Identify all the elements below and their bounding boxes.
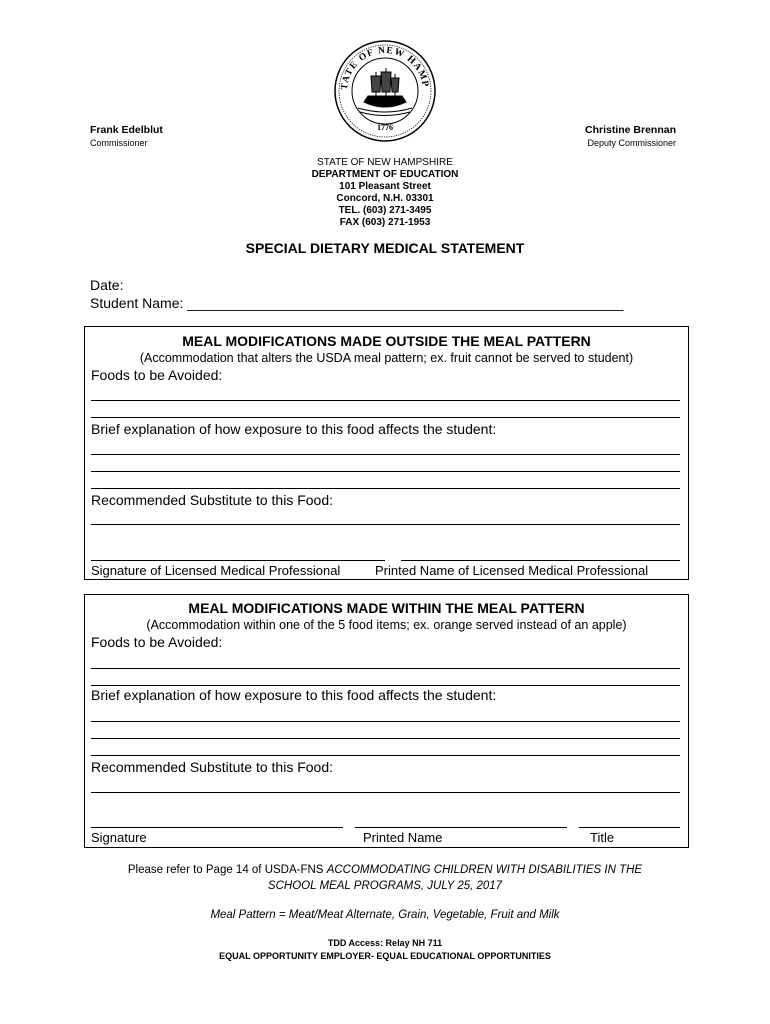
- section-within-subtitle: (Accommodation within one of the 5 food items; ex. orange served instead of an apple): [146, 618, 627, 632]
- title-line[interactable]: [579, 827, 680, 828]
- address-tel: TEL. (603) 271-3495: [338, 205, 432, 216]
- usda-reference-title-1: ACCOMMODATING CHILDREN WITH DISABILITIES IN THE: [326, 864, 643, 876]
- state-seal: [334, 40, 436, 142]
- section-outside-subtitle: (Accommodation that alters the USDA meal pattern; ex. fruit cannot be served to student): [139, 351, 634, 365]
- commissioner-title: Commissioner: [90, 138, 148, 148]
- signature-label: Signature of Licensed Medical Professional: [91, 563, 341, 578]
- seal-year: 1776: [377, 123, 393, 132]
- explanation-line[interactable]: [91, 488, 680, 489]
- explanation-label: Brief explanation of how exposure to this food affects the student:: [91, 421, 497, 437]
- deputy-commissioner-title: Deputy Commissioner: [587, 138, 676, 148]
- date-label: Date:: [90, 277, 124, 293]
- foods-to-avoid-line[interactable]: [91, 685, 680, 686]
- printed-name-label: Printed Name: [363, 830, 443, 845]
- meal-pattern-note: [0, 909, 770, 921]
- substitute-line[interactable]: [91, 524, 680, 525]
- foods-to-avoid-line[interactable]: [91, 400, 680, 401]
- section-within-title: MEAL MODIFICATIONS MADE WITHIN THE MEAL PATTERN: [188, 600, 585, 616]
- section-outside-meal-pattern: [84, 326, 689, 580]
- student-name-field[interactable]: Student Name: ________________________________________________________: [90, 295, 624, 311]
- explanation-line[interactable]: [91, 471, 680, 472]
- address-city: Concord, N.H. 03301: [336, 193, 434, 204]
- seal-text: TATE OF NEW HAMP: [339, 45, 430, 91]
- usda-reference-line-2: [0, 880, 770, 892]
- address-street: 101 Pleasant Street: [339, 181, 431, 192]
- substitute-label: Recommended Substitute to this Food:: [91, 759, 334, 775]
- explanation-line[interactable]: [91, 721, 680, 722]
- address-block: [0, 157, 770, 229]
- signature-line[interactable]: [91, 827, 343, 828]
- explanation-line[interactable]: [91, 755, 680, 756]
- usda-reference-prefix: Please refer to Page 14 of USDA-FNS: [127, 864, 327, 876]
- foods-to-avoid-line[interactable]: [91, 417, 680, 418]
- deputy-commissioner-name: Christine Brennan: [584, 124, 676, 136]
- foods-to-avoid-label: Foods to be Avoided:: [91, 634, 223, 650]
- substitute-label: Recommended Substitute to this Food:: [91, 492, 334, 508]
- address-state: STATE OF NEW HAMPSHIRE: [317, 157, 453, 168]
- title-label: Title: [590, 830, 615, 845]
- printed-name-label: Printed Name of Licensed Medical Professional: [375, 563, 649, 578]
- address-fax: FAX (603) 271-1953: [339, 217, 431, 228]
- usda-reference: [0, 864, 770, 876]
- section-within-meal-pattern: [84, 594, 689, 848]
- tdd-access: TDD Access: Relay NH 711: [327, 938, 443, 948]
- state-seal-graphic: [334, 40, 436, 142]
- substitute-line[interactable]: [91, 792, 680, 793]
- meal-pattern-text: Meal Pattern = Meat/Meat Alternate, Grain, Vegetable, Fruit and Milk: [210, 909, 560, 921]
- explanation-line[interactable]: [91, 454, 680, 455]
- printed-name-line[interactable]: [355, 827, 567, 828]
- section-outside-title: MEAL MODIFICATIONS MADE OUTSIDE THE MEAL PATTERN: [182, 333, 591, 349]
- equal-opportunity-statement: EQUAL OPPORTUNITY EMPLOYER- EQUAL EDUCATIONAL OPPORTUNITIES: [219, 951, 551, 961]
- address-department: DEPARTMENT OF EDUCATION: [311, 169, 459, 180]
- document-title: SPECIAL DIETARY MEDICAL STATEMENT: [245, 240, 525, 256]
- signature-label: Signature: [91, 830, 147, 845]
- printed-name-line[interactable]: [401, 560, 680, 561]
- foods-to-avoid-line[interactable]: [91, 668, 680, 669]
- signature-line[interactable]: [91, 560, 385, 561]
- commissioner-name: Frank Edelblut: [90, 124, 163, 136]
- foods-to-avoid-label: Foods to be Avoided:: [91, 367, 223, 383]
- explanation-label: Brief explanation of how exposure to this food affects the student:: [91, 687, 497, 703]
- usda-reference-title-2: SCHOOL MEAL PROGRAMS, JULY 25, 2017: [267, 880, 503, 892]
- explanation-line[interactable]: [91, 738, 680, 739]
